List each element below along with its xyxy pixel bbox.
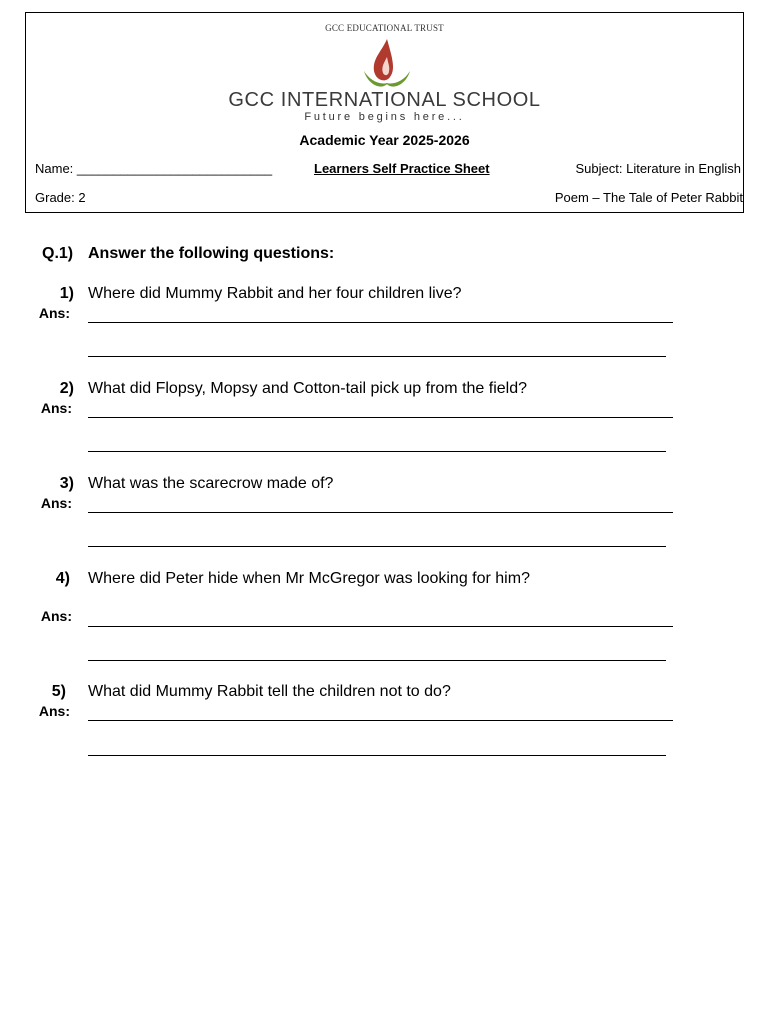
worksheet-header bbox=[25, 12, 744, 213]
answer-line[interactable] bbox=[88, 755, 666, 756]
sheet-title: Learners Self Practice Sheet bbox=[314, 161, 490, 176]
answer-line[interactable] bbox=[88, 720, 673, 721]
question-text: Where did Mummy Rabbit and her four children live? bbox=[88, 285, 462, 302]
trust-name: GCC EDUCATIONAL TRUST bbox=[325, 23, 444, 33]
grade-label: Grade: 2 bbox=[35, 190, 86, 205]
name-field: Name: ___________________________ bbox=[35, 161, 273, 176]
school-logo-icon bbox=[358, 37, 416, 93]
answer-line[interactable] bbox=[88, 417, 673, 418]
school-tagline: Future begins here... bbox=[304, 111, 465, 123]
question-number: 4) bbox=[55, 570, 70, 587]
answer-label: Ans: bbox=[38, 305, 70, 321]
question-number: 2) bbox=[59, 380, 74, 397]
poem-label: Poem – The Tale of Peter Rabbit bbox=[554, 190, 743, 205]
answer-label: Ans: bbox=[38, 703, 70, 719]
answer-line[interactable] bbox=[88, 546, 666, 547]
subject-label: Subject: Literature in English bbox=[575, 161, 741, 176]
answer-line[interactable] bbox=[88, 660, 666, 661]
section-number: Q.1) bbox=[42, 245, 74, 262]
answer-label: Ans: bbox=[40, 608, 72, 624]
answer-label: Ans: bbox=[40, 495, 72, 511]
question-text: Where did Peter hide when Mr McGregor was looking for him? bbox=[88, 570, 530, 587]
question-number: 5) bbox=[51, 683, 66, 700]
answer-line[interactable] bbox=[88, 626, 673, 627]
answer-line[interactable] bbox=[88, 512, 673, 513]
answer-label: Ans: bbox=[40, 400, 72, 416]
question-number: 1) bbox=[59, 285, 74, 302]
question-number: 3) bbox=[59, 475, 74, 492]
question-text: What was the scarecrow made of? bbox=[88, 475, 334, 492]
answer-line[interactable] bbox=[88, 451, 666, 452]
question-text: What did Flopsy, Mopsy and Cotton-tail pick up from the field? bbox=[88, 380, 528, 397]
section-title: Answer the following questions: bbox=[88, 245, 335, 262]
academic-year: Academic Year 2025-2026 bbox=[299, 132, 470, 148]
answer-line[interactable] bbox=[88, 356, 666, 357]
question-text: What did Mummy Rabbit tell the children not to do? bbox=[88, 683, 451, 700]
school-name: GCC INTERNATIONAL SCHOOL bbox=[228, 89, 541, 111]
answer-line[interactable] bbox=[88, 322, 673, 323]
